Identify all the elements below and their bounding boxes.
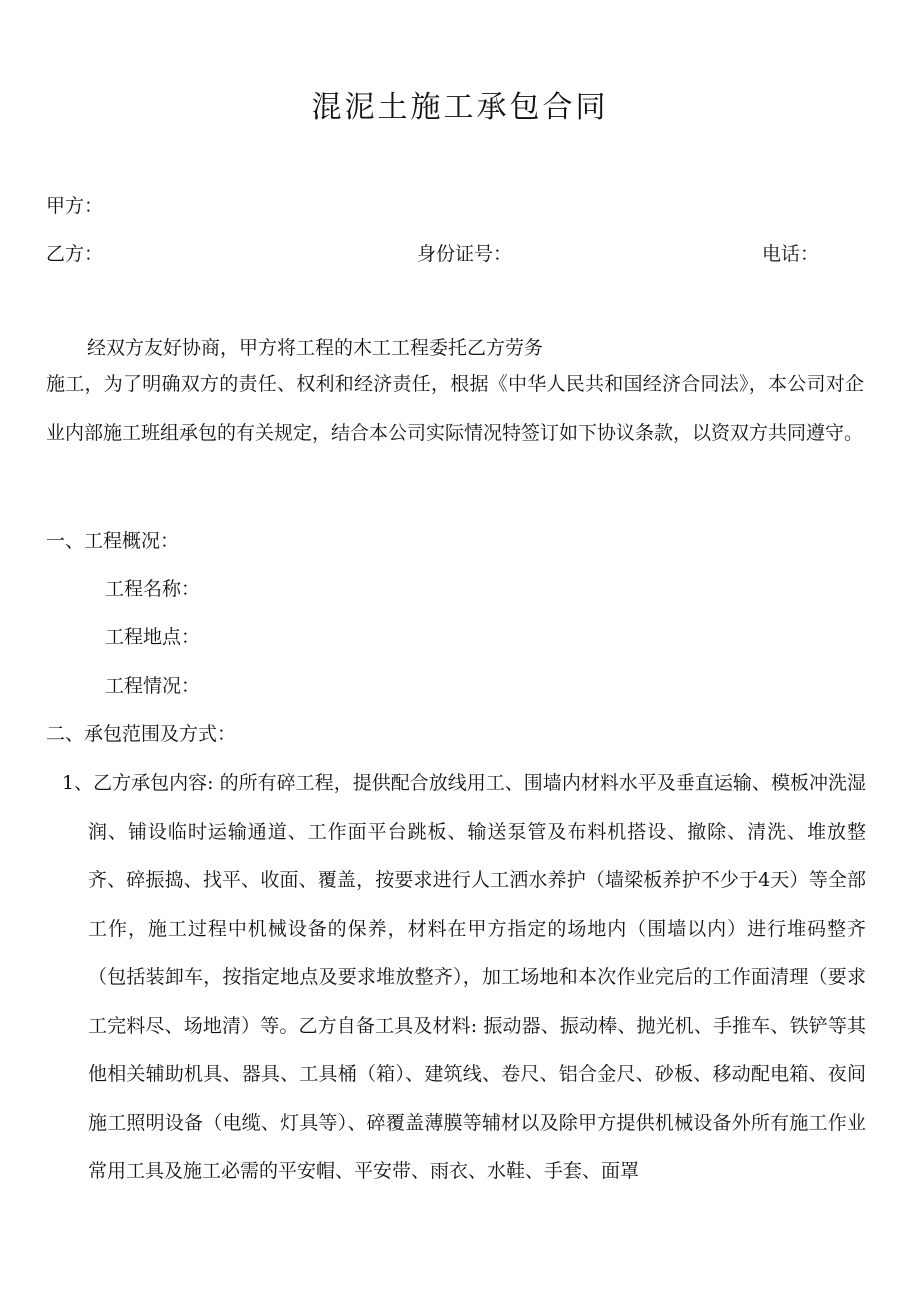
project-location-label: 工程地点： <box>105 626 201 648</box>
party-b-label: 乙方： <box>46 243 104 265</box>
party-a-label: 甲方： <box>46 195 104 217</box>
section-2-heading: 二、承包范围及方式： <box>46 723 237 745</box>
contract-item-1: 1、乙方承包内容: 的所有碎工程，提供配合放线用工、围墙内材料水平及垂直运输、模板冲洗湿润、铺设临时运输通道、工作面平台跳板、输送泵管及布料机搭设、撤除、清洗、堆放整齐、碎振捣、找平、收面、覆盖，按要求进行人工洒水养护（墙梁板养护不少于4天）等全部工作，施工过程中机械设备的保养，材料在甲方指定的场地内（围墙以内）进行堆码整齐（包括装卸车，按指定地点及要求堆放整齐），加工场地和本次作业完后的工作面清理（要求工完料尽、场地清）等。乙方自备工具及材料: 振动器、振动棒、抛光机、手推车、铁铲等其他相关辅助机具、器具、工具桶（箱）、建筑线、卷尺、铝合金尺、砂板、移动配电箱、夜间施工照明设备（电缆、灯具等）、碎覆盖薄膜等辅材以及除甲方提供机械设备外所有施工作业常用工具及施工必需的平安帽、平安带、雨衣、水鞋、手套、面罩 <box>62 772 866 1182</box>
section-1-heading: 一、工程概况： <box>46 530 180 552</box>
intro-first-line: 经双方友好协商，甲方将工程的木工工程委托乙方劳务 <box>87 337 544 359</box>
document-title: 混泥土施工承包合同 <box>311 90 609 125</box>
intro-paragraph: 施工，为了明确双方的责任、权利和经济责任，根据《中华人民共和国经济合同法》，本公司对企业内部施工班组承包的有关规定，结合本公司实际情况特签订如下协议条款，以资双方共同遵守。 <box>46 373 864 444</box>
project-status-label: 工程情况： <box>105 675 201 697</box>
project-name-label: 工程名称： <box>105 578 201 600</box>
id-number-label: 身份证号： <box>417 243 513 265</box>
phone-label: 电话： <box>762 243 820 265</box>
